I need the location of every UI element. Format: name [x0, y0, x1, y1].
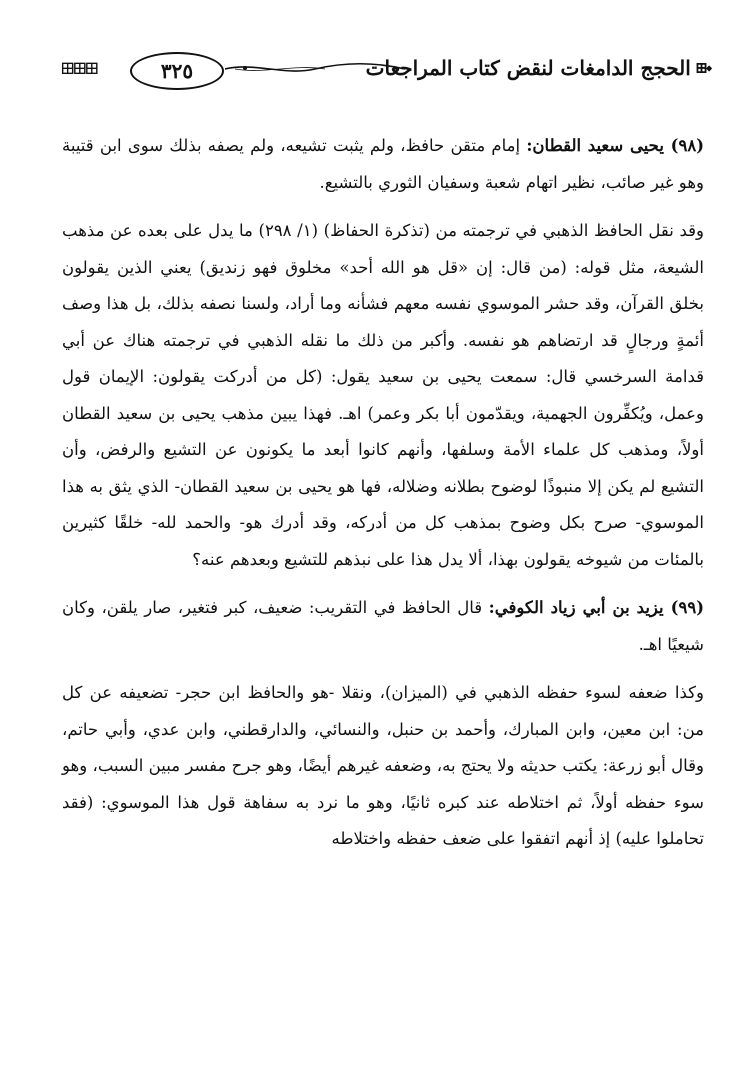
page-body: [62, 128, 704, 858]
paragraph: [62, 213, 704, 578]
page-number: ٣٢٥: [130, 52, 224, 90]
running-header: [60, 50, 710, 94]
book-title-text: الحجج الدامغات لنقض كتاب المراجعات: [365, 56, 691, 80]
paragraph-entry-98: [62, 128, 704, 201]
book-title: [366, 56, 710, 80]
paragraph-text: وقد نقل الحافظ الذهبي في ترجمته من (تذكرة الحفاظ) (١/ ٢٩٨) ما يدل على بعده عن مذهب الشيعة، مثل قوله: (من قال: إن «قل هو الله أحد» مخلوق فهو زنديق) يعني الذين يقولون بخلق القرآن، وقد حشر الموسوي نفسه معهم فشأنه وما أراد، ولسنا نصفه بذلك، بل هذا وصف أئمةٍ ورجالٍ قد ارتضاهم هو نفسه. وأكبر من ذلك ما نقله الذهبي في ترجمته هناك عن أبي قدامة السرخسي قال: سمعت يحيى بن سعيد يقول: (كل من أدركت يقولون: الإيمان قول وعمل، ويُكفِّرون الجهمية، ويقدّمون أبا بكر وعمر) اهـ. فهذا يبين مذهب يحيى بن سعيد القطان أولاً، ومذهب كل علماء الأمة وسلفها، وأنهم كانوا أبعد ما يكونون عن التشيع والرفض، وأن التشيع لم يكن إلا منبوذًا لوضوح بطلانه وضلاله، فها هو يحيى بن سعيد القطان- الذي يثق به هذا الموسوي- صرح بكل وضوح بمذهب كل من أدركه، وقد أدرك هو- والحمد لله- خلقًا كثيرين بالمئات من شيوخه يقولون بهذا، ألا يدل هذا على نبذهم للتشيع وبعدهم عنه؟: [62, 221, 704, 569]
flourish-ornament-icon: [225, 60, 405, 78]
ornament-left-icon: ⊞⊞⊞: [60, 58, 97, 79]
paragraph: [62, 675, 704, 858]
paragraph-text: قال الحافظ في التقريب: ضعيف، كبر فتغير، صار يلقن، وكان شيعيًا اهـ.: [62, 598, 704, 654]
paragraph-text: وكذا ضعفه لسوء حفظه الذهبي في (الميزان)، ونقلا -هو والحافظ ابن حجر- تضعيفه عن كل من: ابن معين، وابن المبارك، وأحمد بن حنبل، والنسائي، والدارقطني، وابن عدي، وأبي حاتم، وقال أبو زرعة: يكتب حديثه ولا يحتج به، وضعفه غيرهم أيضًا، وهو جرح مفسر مبين السبب، وهو سوء حفظه أولاً، ثم اختلاطه عند كبره ثانيًا، وهو ما نرد به سفاهة قول هذا الموسوي: (فقد تحاملوا عليه) إذ أنهم اتفقوا على ضعف حفظه واختلاطه: [62, 683, 704, 848]
entry-heading: (٩٩) يزيد بن أبي زياد الكوفي:: [488, 598, 704, 617]
ornament-right-icon: ⬩⊞: [694, 58, 710, 77]
paragraph-entry-99: [62, 590, 704, 663]
entry-heading: (٩٨) يحيى سعيد القطان:: [526, 136, 704, 155]
paragraph-text: إمام متقن حافظ، ولم يثبت تشيعه، ولم يصفه بذلك سوى ابن قتيبة وهو غير صائب، نظير اتهام شعبة وسفيان الثوري بالتشيع.: [62, 136, 704, 192]
